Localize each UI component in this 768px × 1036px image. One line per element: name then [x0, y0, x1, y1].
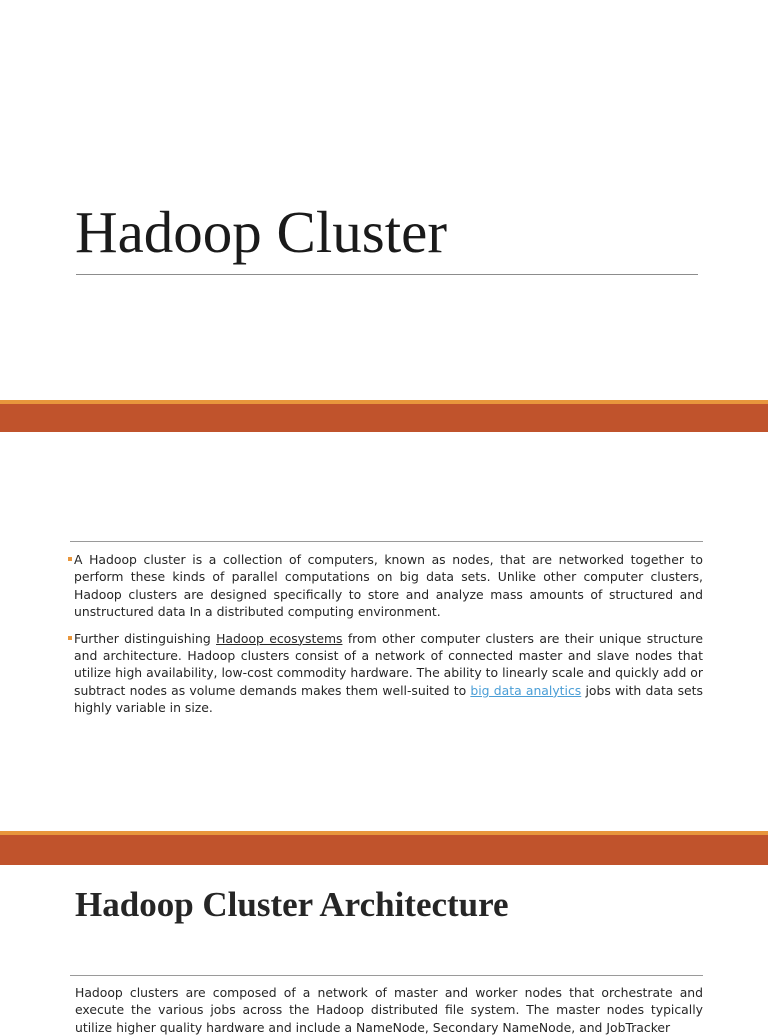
- square-bullet-icon: [68, 557, 72, 561]
- separator-accent-line: [0, 400, 768, 404]
- content-divider: [70, 541, 703, 542]
- square-bullet-icon: [68, 636, 72, 640]
- bullet-list: [68, 551, 703, 726]
- bullet-text-middle: from other computer clusters are their unique structure and architecture. Hadoop clusters consist of a network of connected master and slave nodes that utilize high availability, low-cost commodity hardware. The ability to linearly scale and quickly add or subtract nodes as volume demands makes them well-suited to: [74, 630, 703, 698]
- hadoop-ecosystems-link[interactable]: Hadoop ecosystems: [216, 630, 343, 646]
- slide-separator: [0, 400, 768, 432]
- big-data-analytics-link[interactable]: big data analytics: [470, 682, 582, 698]
- title-underline: [76, 274, 698, 275]
- architecture-body: Hadoop clusters are composed of a network of master and worker nodes that orchestrate and execute the various jobs across the Hadoop distributed file system. The master nodes typically utilize higher quality hardware and include a NameNode, Secondary NameNode, and JobTracker: [75, 985, 703, 1035]
- bullet-text: A Hadoop cluster is a collection of computers, known as nodes, that are networked together to perform these kinds of parallel computations on big data sets. Unlike other computer clusters, Hadoop clusters are designed specifically to store and analyze mass amounts of structured and unstructured data In a distributed computing environment.: [74, 552, 703, 620]
- bullet-item: [68, 551, 703, 621]
- content-slide: [0, 432, 768, 831]
- slide-title: Hadoop Cluster: [75, 199, 447, 265]
- bullet-item: [68, 630, 703, 717]
- bullet-text-prefix: Further distinguishing: [74, 630, 211, 646]
- separator-accent-line: [0, 831, 768, 835]
- title-slide: [0, 0, 768, 400]
- slide-separator: [0, 831, 768, 865]
- architecture-divider: [70, 975, 703, 976]
- architecture-title: Hadoop Cluster Architecture: [75, 885, 509, 924]
- architecture-slide: [0, 865, 768, 1035]
- bullet-text-suffix: jobs with data sets highly variable in size.: [74, 682, 703, 716]
